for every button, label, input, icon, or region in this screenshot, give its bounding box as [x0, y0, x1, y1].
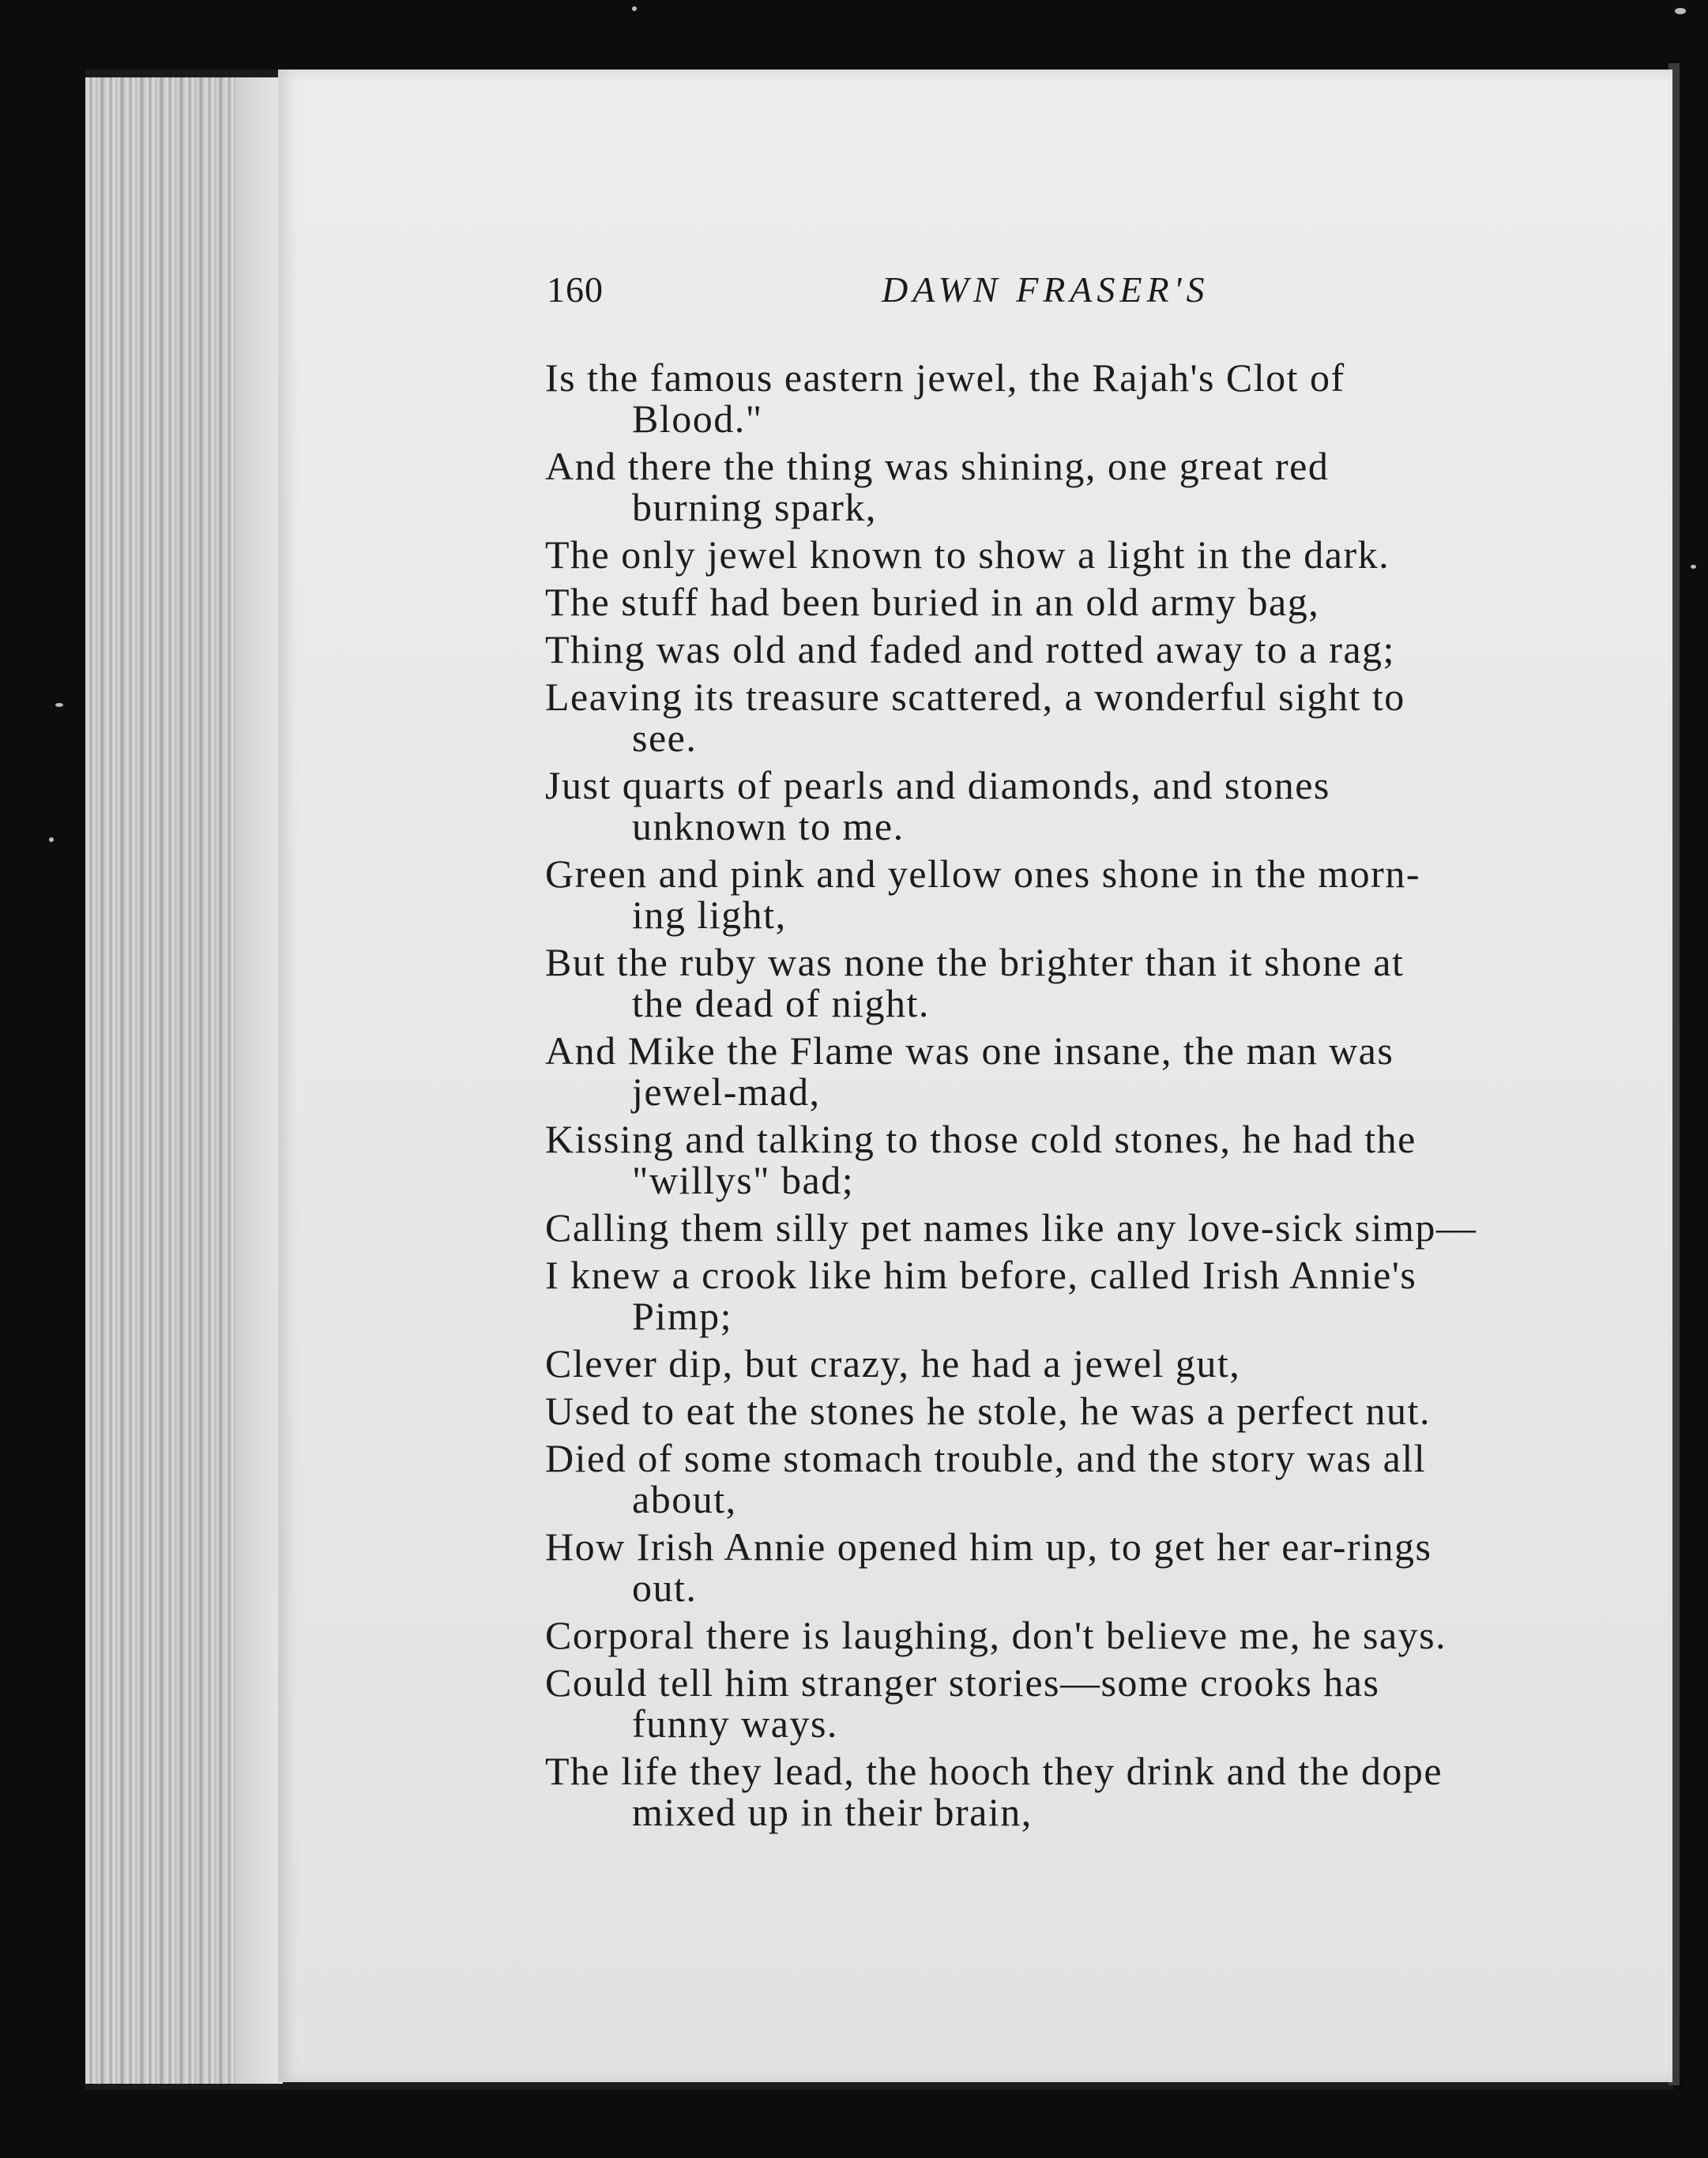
verse-line-text: The stuff had been buried in an old army bag, — [545, 580, 1320, 624]
film-speck — [1691, 565, 1696, 569]
verse-line — [545, 676, 1596, 758]
verse-line-turnover: Pimp; — [632, 1294, 732, 1338]
verse-line — [545, 1030, 1596, 1112]
film-speck — [55, 703, 63, 707]
verse-line-turnover: ing light, — [632, 893, 787, 937]
verse-line — [545, 1438, 1596, 1520]
verse-line-text: I knew a crook like him before, called Irish Annie's — [545, 1253, 1417, 1297]
verse-line — [545, 1207, 1596, 1248]
verse-line-turnover: Blood." — [632, 397, 763, 441]
verse-line-text: But the ruby was none the brighter than it shone at — [545, 940, 1405, 984]
verse-line-text: Thing was old and faded and rotted away to a rag; — [545, 627, 1395, 671]
verse-line-turnover: jewel-mad, — [632, 1070, 821, 1114]
verse-line-turnover: unknown to me. — [632, 804, 905, 848]
verse-line-turnover: "willys" bad; — [632, 1158, 855, 1202]
verse-line — [545, 1254, 1596, 1337]
verse-line — [545, 1615, 1596, 1656]
verse-line — [545, 1526, 1596, 1608]
verse-line — [545, 534, 1596, 575]
verse-line-turnover: see. — [632, 716, 698, 760]
verse-line-text: Died of some stomach trouble, and the story was all — [545, 1436, 1427, 1480]
verse-line — [545, 1118, 1596, 1201]
film-speck — [1675, 8, 1686, 14]
verse-line — [545, 581, 1596, 622]
verse-line-turnover: mixed up in their brain, — [632, 1790, 1033, 1834]
verse-line-turnover: out. — [632, 1566, 698, 1610]
verse-line — [545, 1390, 1596, 1431]
verse-line — [545, 942, 1596, 1024]
verse-line-text: Used to eat the stones he stole, he was a perfect nut. — [545, 1389, 1431, 1433]
verse-line — [545, 1750, 1596, 1833]
running-head: DAWN FRASER'S — [882, 269, 1210, 310]
page-edges — [85, 77, 283, 2084]
verse-line — [545, 357, 1596, 439]
verse-line-text: Calling them silly pet names like any love-sick simp— — [545, 1205, 1477, 1250]
verse-line — [545, 629, 1596, 670]
verse-line-text: Clever dip, but crazy, he had a jewel gut, — [545, 1341, 1241, 1385]
verse-line-text: Could tell him stranger stories—some crooks has — [545, 1660, 1380, 1705]
verse-line-text: Leaving its treasure scattered, a wonderful sight to — [545, 675, 1405, 719]
verse-line — [545, 1662, 1596, 1744]
verse-line — [545, 1343, 1596, 1384]
verse-line-text: The life they lead, the hooch they drink and the dope — [545, 1749, 1443, 1793]
verse-line-turnover: burning spark, — [632, 485, 877, 529]
page-header — [547, 269, 1297, 316]
verse-line-text: Just quarts of pearls and diamonds, and stones — [545, 763, 1330, 807]
verse-line-text: Corporal there is laughing, don't believe me, he says. — [545, 1613, 1447, 1657]
verse-line-text: And there the thing was shining, one great red — [545, 444, 1330, 488]
page-number: 160 — [547, 269, 604, 310]
verse-body — [545, 357, 1596, 1839]
verse-line-turnover: funny ways. — [632, 1701, 838, 1746]
verse-line-text: Green and pink and yellow ones shone in the morn- — [545, 852, 1420, 896]
verse-line — [545, 853, 1596, 935]
film-speck — [49, 837, 54, 842]
verse-line-text: Is the famous eastern jewel, the Rajah's Clot of — [545, 355, 1345, 400]
verse-line-text: The only jewel known to show a light in the dark. — [545, 532, 1390, 577]
verse-line — [545, 765, 1596, 847]
film-speck — [632, 6, 637, 11]
verse-line — [545, 446, 1596, 528]
verse-line-text: Kissing and talking to those cold stones, he had the — [545, 1117, 1416, 1161]
verse-line-text: And Mike the Flame was one insane, the man was — [545, 1028, 1394, 1073]
verse-line-text: How Irish Annie opened him up, to get her ear-rings — [545, 1525, 1432, 1569]
verse-line-turnover: about, — [632, 1477, 737, 1521]
verse-line-turnover: the dead of night. — [632, 981, 930, 1025]
